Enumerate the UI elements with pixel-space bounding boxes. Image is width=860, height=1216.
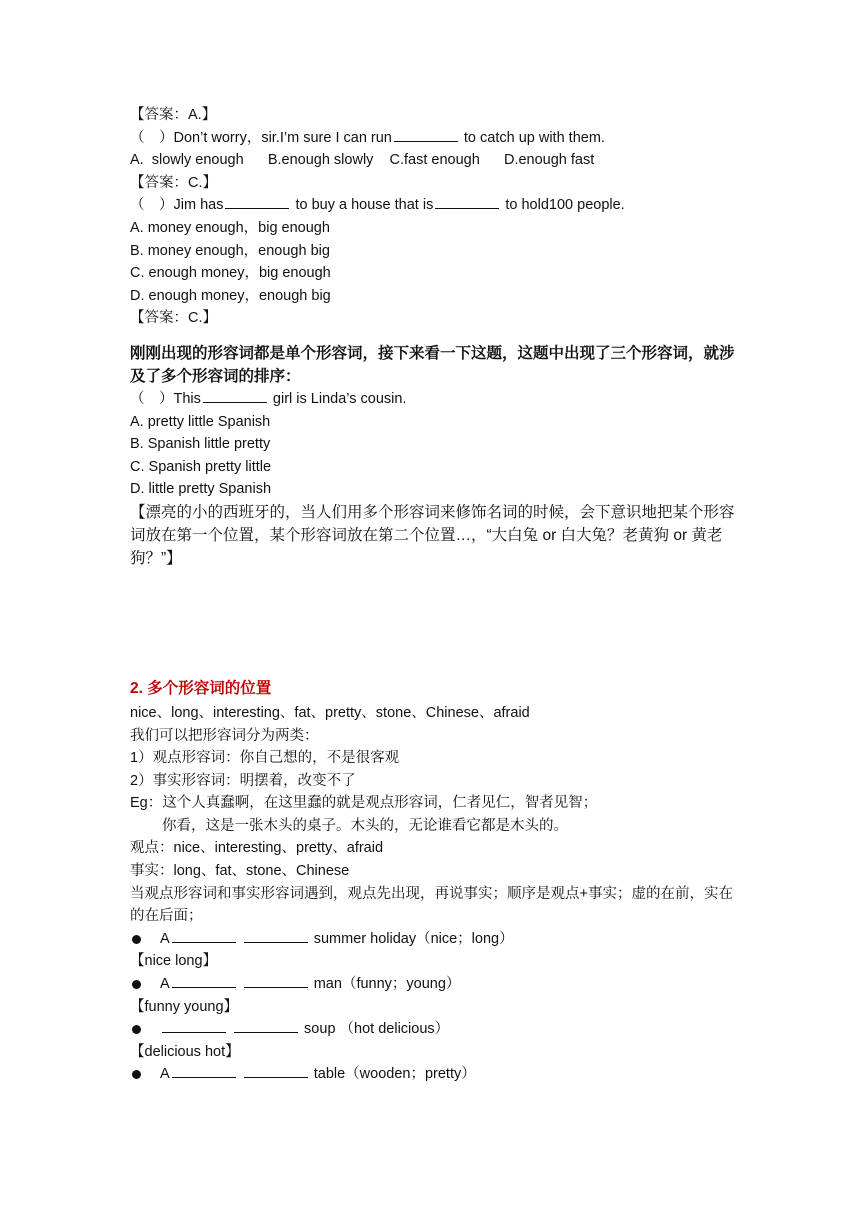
example-line: Eg：这个人真蠢啊，在这里蠢的就是观点形容词，仁者见仁，智者见智； <box>130 795 598 812</box>
answer-blank <box>394 127 458 142</box>
bullet-icon <box>132 1070 141 1079</box>
order-rule: 当观点形容词和事实形容词遇到，观点先出现，再说事实；顺序是观点+事实；虚的在前，实在的在后面； <box>130 885 733 925</box>
option-a: A. money enough，big enough <box>130 219 330 236</box>
exercise-answer: 【nice long】 <box>130 953 218 970</box>
option-b: B. Spanish little pretty <box>130 436 271 453</box>
option-c: C. Spanish pretty little <box>130 458 272 475</box>
answer-line: 【答案：C.】 <box>130 310 217 327</box>
question-options: A. slowly enough B.enough slowly C.fast enough D.enough fast <box>130 152 595 169</box>
paragraph-gap <box>130 330 740 342</box>
exercise-item: soup （hot delicious） <box>130 1018 740 1041</box>
answer-blank <box>172 1063 236 1078</box>
option-d: D. enough money，enough big <box>130 287 331 304</box>
answer-blank <box>172 928 236 943</box>
answer-blank <box>234 1018 298 1033</box>
exercise-item: A summer holiday（nice；long） <box>130 928 740 951</box>
fact-list: 事实：long、fat、stone、Chinese <box>130 863 350 880</box>
explanation-note: 【漂亮的小的西班牙的，当人们用多个形容词来修饰名词的时候，会下意识地把某个形容词放在第一个位置，某个形容词放在第二个位置…，“大白兔 or 白大兔？老黄狗 or 黄老狗？”】 <box>130 503 735 567</box>
answer-line: 【答案：A.】 <box>130 107 217 123</box>
answer-blank <box>225 194 289 209</box>
answer-blank <box>203 388 267 403</box>
bullet-icon <box>132 980 141 989</box>
type-fact: 2）事实形容词：明摆着，改变不了 <box>130 772 356 789</box>
document-page <box>130 104 740 1086</box>
word-list: nice、long、interesting、fat、pretty、stone、Chinese、afraid <box>130 704 530 721</box>
answer-line: 【答案：C.】 <box>130 174 217 191</box>
question-stem: （ ）This girl is Linda’s cousin. <box>130 388 740 411</box>
option-a: A. pretty little Spanish <box>130 413 271 430</box>
answer-blank <box>435 194 499 209</box>
classify-text: 我们可以把形容词分为两类： <box>130 727 319 744</box>
bullet-icon <box>132 935 141 944</box>
example-line: 你看，这是一张木头的桌子。木头的，无论谁看它都是木头的。 <box>162 817 568 834</box>
exercise-answer: 【delicious hot】 <box>130 1043 240 1060</box>
answer-blank <box>244 928 308 943</box>
option-b: B. money enough，enough big <box>130 242 330 259</box>
exercise-answer: 【funny young】 <box>130 998 239 1015</box>
option-d: D. little pretty Spanish <box>130 481 272 498</box>
opinion-list: 观点：nice、interesting、pretty、afraid <box>130 840 384 857</box>
type-opinion: 1）观点形容词：你自己想的，不是很客观 <box>130 750 400 767</box>
answer-blank <box>244 973 308 988</box>
exercise-item: A table（wooden；pretty） <box>130 1063 740 1086</box>
question-stem: （ ）Jim has to buy a house that is to hold100 people. <box>130 194 740 217</box>
option-c: C. enough money，big enough <box>130 265 331 282</box>
question-stem: （ ）Don’t worry，sir.I’m sure I can run to catch up with them. <box>130 127 740 150</box>
answer-blank <box>162 1018 226 1033</box>
section-heading: 2. 多个形容词的位置 <box>130 679 272 697</box>
intro-paragraph: 刚刚出现的形容词都是单个形容词，接下来看一下这题，这题中出现了三个形容词，就涉及了多个形容词的排序： <box>130 344 735 385</box>
answer-blank <box>172 973 236 988</box>
answer-blank <box>244 1063 308 1078</box>
bullet-icon <box>132 1025 141 1034</box>
exercise-item: A man（funny；young） <box>130 973 740 996</box>
section-gap <box>130 570 740 676</box>
